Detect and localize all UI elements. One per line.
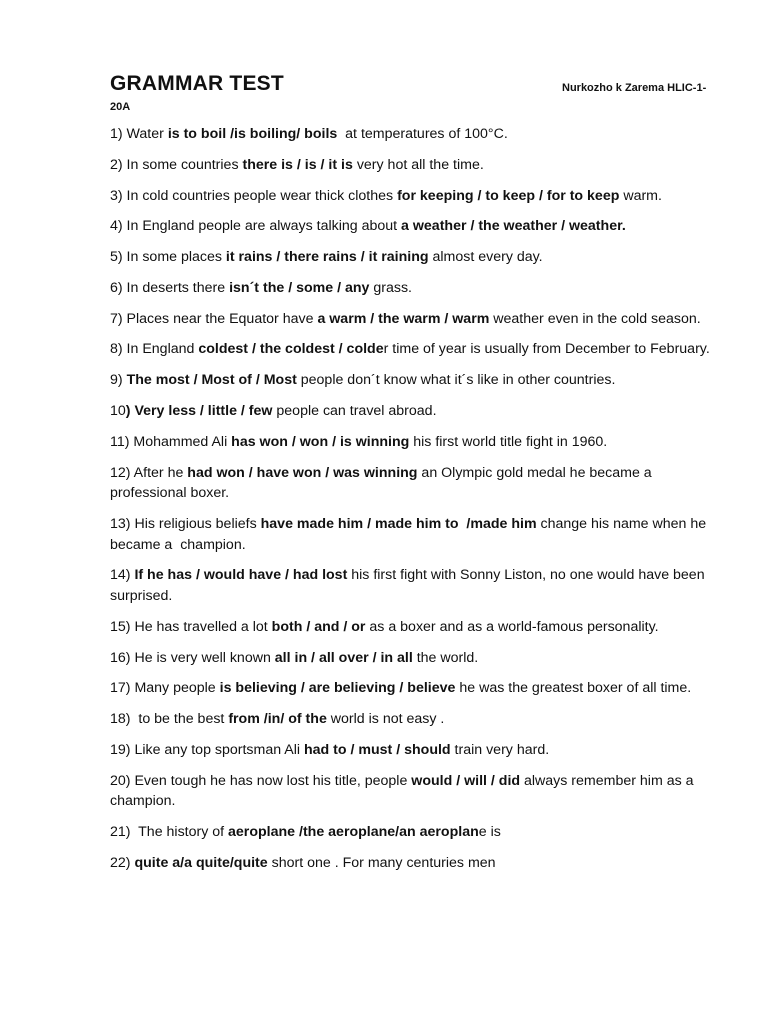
question-item <box>110 514 720 555</box>
question-text: 22) <box>110 854 135 871</box>
question-text: 6) In deserts there <box>110 279 230 296</box>
answer-options: all in / all over / in all <box>274 649 413 666</box>
question-text: always remember him as a champion. <box>110 772 698 810</box>
question-item <box>110 740 720 761</box>
question-text: an Olympic gold medal he became a professional boxer. <box>110 464 656 502</box>
question-item <box>110 186 720 207</box>
answer-options: both / and / or <box>271 618 366 635</box>
question-text: people can travel abroad. <box>272 403 437 420</box>
question-text: 3) In cold countries people wear thick clothes <box>110 187 398 204</box>
question-text: 14) <box>110 567 135 584</box>
author-name: Nurkozho k Zarema HLIC-1- <box>562 82 707 94</box>
question-text: 9) <box>110 372 127 389</box>
question-item <box>110 370 720 391</box>
answer-options: has won / won / is winning <box>231 433 410 450</box>
answer-options: The most / Most of / Most <box>126 372 297 389</box>
document-header <box>110 72 720 122</box>
question-item <box>110 853 720 874</box>
question-item <box>110 124 720 145</box>
question-text: at temperatures of 100°C. <box>337 126 508 142</box>
question-text: 16) He is very well known <box>110 649 275 666</box>
question-text: as a boxer and as a world-famous personality. <box>365 618 659 635</box>
page-title: GRAMMAR TEST <box>110 72 284 95</box>
question-list <box>110 124 720 884</box>
answer-options: aeroplane /the aeroplane/an aeroplan <box>228 824 479 840</box>
question-item <box>110 155 720 176</box>
answer-options: is believing / are believing / believe <box>219 680 456 697</box>
question-item <box>110 617 720 638</box>
question-item <box>110 247 720 268</box>
question-text: his first fight with Sonny Liston, no one would have been surprised. <box>110 567 709 604</box>
question-text: 20) Even tough he has now lost his title, people <box>110 772 412 789</box>
question-text: almost every day. <box>428 249 543 266</box>
answer-options: is to boil /is boiling/ boils <box>167 126 338 142</box>
answer-options: from /in/ of the <box>228 711 327 728</box>
question-text: he was the greatest boxer of all time. <box>455 680 692 697</box>
question-text: 8) In England <box>110 341 199 358</box>
question-text: warm. <box>619 187 662 204</box>
question-text: 19) Like any top sportsman Ali <box>110 741 304 758</box>
question-text: r time of year is usually from December to February. <box>383 341 710 358</box>
question-text: 10 <box>110 403 126 420</box>
author-group: 20A <box>110 101 131 113</box>
question-item <box>110 463 720 504</box>
question-text: weather even in the cold season. <box>489 310 701 327</box>
question-text: 12) After he <box>110 464 188 481</box>
question-item <box>110 709 720 730</box>
answer-options: had to / must / should <box>304 741 451 758</box>
question-text: e is <box>478 824 501 840</box>
question-item <box>110 822 720 843</box>
question-item <box>110 309 720 330</box>
question-text: 18) to be the best <box>110 711 229 728</box>
question-text: 5) In some places <box>110 249 226 266</box>
answer-options: there is / is / it is <box>242 156 353 173</box>
question-text: short one . For many centuries men <box>267 854 496 871</box>
question-item <box>110 216 720 237</box>
question-item <box>110 339 720 360</box>
answer-options: isn´t the / some / any <box>229 279 370 296</box>
question-item <box>110 678 720 699</box>
question-item <box>110 565 720 606</box>
question-text: 4) In England people are always talking about <box>110 218 402 235</box>
answer-options: a weather / the weather / weather. <box>401 218 626 235</box>
question-text: 2) In some countries <box>110 156 243 173</box>
question-item <box>110 648 720 669</box>
question-text: 15) He has travelled a lot <box>110 618 272 635</box>
question-item <box>110 771 720 812</box>
answer-options: quite a/a quite/quite <box>134 854 268 871</box>
question-text: 11) Mohammed Ali <box>110 433 232 450</box>
question-text: train very hard. <box>450 741 550 758</box>
question-item <box>110 432 720 453</box>
question-text: grass. <box>369 279 412 296</box>
question-text: change his name when he became a champion. <box>110 515 711 553</box>
question-text: people don´t know what it´s like in other countries. <box>296 372 616 389</box>
answer-options: for keeping / to keep / for to keep <box>397 187 620 204</box>
question-text: the world. <box>412 649 479 666</box>
question-text: 1) Water <box>110 126 168 142</box>
question-text: 17) Many people <box>110 680 220 697</box>
answer-options: a warm / the warm / warm <box>317 310 490 327</box>
answer-options: ) Very less / little / few <box>125 403 273 420</box>
question-item <box>110 401 720 422</box>
question-text: very hot all the time. <box>352 156 484 173</box>
question-text: 21) The history of <box>110 824 229 840</box>
answer-options: had won / have won / was winning <box>187 464 418 481</box>
question-text: 7) Places near the Equator have <box>110 310 318 327</box>
question-text: 13) His religious beliefs <box>110 515 261 532</box>
question-item <box>110 278 720 299</box>
question-text: his first world title fight in 1960. <box>409 433 608 450</box>
answer-options: coldest / the coldest / colde <box>198 341 384 358</box>
question-text: world is not easy . <box>326 711 445 728</box>
answer-options: it rains / there rains / it raining <box>225 249 429 266</box>
answer-options: have made him / made him to /made him <box>260 515 537 532</box>
answer-options: would / will / did <box>411 772 521 789</box>
answer-options: If he has / would have / had lost <box>134 567 348 584</box>
